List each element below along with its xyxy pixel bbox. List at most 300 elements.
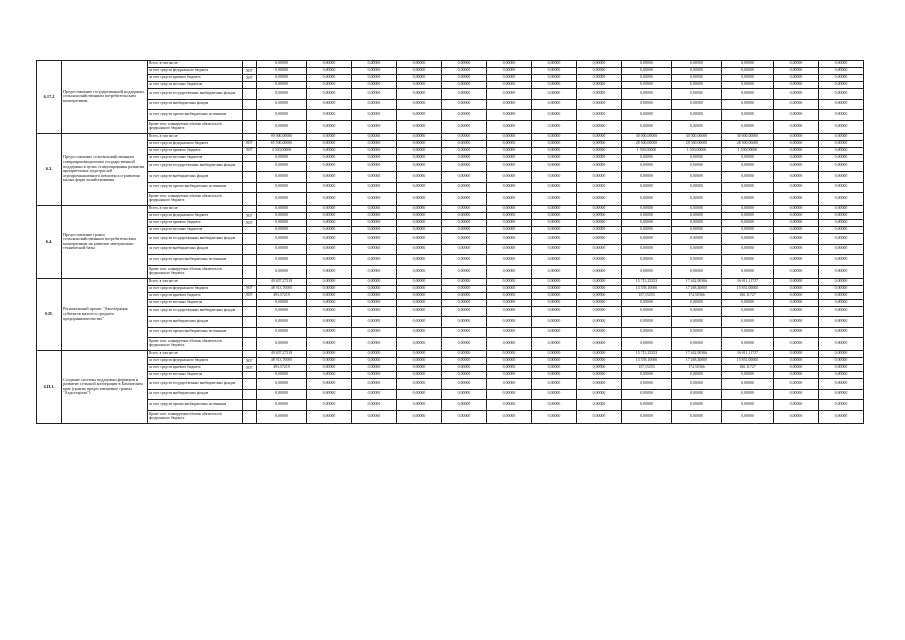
- grbs-code: [243, 379, 257, 390]
- amount-cell: 0,00000: [577, 292, 622, 299]
- amount-cell: 0,00000: [532, 140, 577, 147]
- amount-cell: 0,00000: [722, 61, 774, 68]
- table-row: [37, 82, 864, 89]
- table-row: [37, 193, 864, 206]
- amount-cell: 0,00000: [577, 410, 622, 423]
- amount-cell: 0,00000: [532, 154, 577, 161]
- amount-cell: 0,00000: [397, 351, 442, 358]
- amount-cell: 0,00000: [307, 365, 352, 372]
- amount-cell: 0,00000: [774, 154, 819, 161]
- table-row: [37, 75, 864, 82]
- amount-cell: 0,00000: [257, 213, 307, 220]
- amount-cell: 16 011,11727: [722, 278, 774, 285]
- amount-cell: 0,00000: [672, 99, 722, 110]
- amount-cell: 0,00000: [672, 299, 722, 306]
- amount-cell: 0,00000: [307, 140, 352, 147]
- amount-cell: 0,00000: [622, 161, 672, 172]
- amount-cell: 0,00000: [257, 120, 307, 133]
- amount-cell: 0,00000: [577, 61, 622, 68]
- amount-cell: 0,00000: [397, 255, 442, 266]
- amount-cell: 0,00000: [257, 182, 307, 193]
- amount-cell: 0,00000: [774, 299, 819, 306]
- amount-cell: 0,00000: [352, 82, 397, 89]
- amount-cell: 0,00000: [722, 82, 774, 89]
- amount-cell: 0,00000: [532, 285, 577, 292]
- funding-source: Кроме того, планируемые объемы обязательств федерального бюджета: [148, 120, 243, 133]
- amount-cell: 17 268,40000: [672, 358, 722, 365]
- amount-cell: 0,00000: [819, 147, 864, 154]
- amount-cell: 0,00000: [577, 285, 622, 292]
- amount-cell: 0,00000: [307, 389, 352, 400]
- amount-cell: 0,00000: [622, 82, 672, 89]
- amount-cell: 0,00000: [532, 379, 577, 390]
- table-row: [37, 213, 864, 220]
- grbs-code: 807: [243, 147, 257, 154]
- amount-cell: 0,00000: [672, 227, 722, 234]
- table-row: [37, 220, 864, 227]
- amount-cell: 0,00000: [577, 99, 622, 110]
- amount-cell: 174,50366: [672, 365, 722, 372]
- amount-cell: 0,00000: [352, 379, 397, 390]
- amount-cell: 0,00000: [352, 89, 397, 100]
- grbs-code: [243, 351, 257, 358]
- grbs-code: [243, 327, 257, 338]
- amount-cell: 0,00000: [722, 234, 774, 245]
- amount-cell: 0,00000: [307, 278, 352, 285]
- funding-source: за счет средств федерального бюджета: [148, 358, 243, 365]
- amount-cell: 0,00000: [307, 161, 352, 172]
- amount-cell: 0,00000: [532, 244, 577, 255]
- amount-cell: 0,00000: [487, 265, 532, 278]
- amount-cell: 0,00000: [397, 133, 442, 140]
- amount-cell: 0,00000: [622, 154, 672, 161]
- amount-cell: 0,00000: [487, 75, 532, 82]
- amount-cell: 0,00000: [257, 75, 307, 82]
- amount-cell: 0,00000: [397, 265, 442, 278]
- amount-cell: 0,00000: [622, 265, 672, 278]
- amount-cell: 0,00000: [672, 372, 722, 379]
- amount-cell: 0,00000: [532, 400, 577, 411]
- amount-cell: 0,00000: [397, 306, 442, 317]
- amount-cell: 0,00000: [672, 75, 722, 82]
- amount-cell: 0,00000: [577, 89, 622, 100]
- amount-cell: 0,00000: [442, 140, 487, 147]
- amount-cell: 0,00000: [442, 75, 487, 82]
- amount-cell: 0,00000: [774, 265, 819, 278]
- amount-cell: 0,00000: [672, 154, 722, 161]
- grbs-code: [243, 120, 257, 133]
- amount-cell: 15 558,10000: [622, 285, 672, 292]
- funding-source: за счет средств местных бюджетов: [148, 227, 243, 234]
- amount-cell: 0,00000: [397, 227, 442, 234]
- amount-cell: 157,15253: [622, 365, 672, 372]
- amount-cell: 0,00000: [397, 244, 442, 255]
- amount-cell: 0,00000: [397, 278, 442, 285]
- table-row: [37, 182, 864, 193]
- amount-cell: 0,00000: [577, 193, 622, 206]
- amount-cell: 0,00000: [307, 82, 352, 89]
- funding-source: Кроме того, планируемые объемы обязательств федерального бюджета: [148, 338, 243, 351]
- amount-cell: 0,00000: [722, 182, 774, 193]
- amount-cell: 0,00000: [352, 133, 397, 140]
- amount-cell: 0,00000: [819, 82, 864, 89]
- amount-cell: 0,00000: [257, 317, 307, 328]
- amount-cell: 0,00000: [532, 389, 577, 400]
- amount-cell: 4 500,00000: [257, 147, 307, 154]
- table-row: [37, 255, 864, 266]
- amount-cell: 0,00000: [352, 299, 397, 306]
- funding-source: за счет средств прочих внебюджетных источников: [148, 400, 243, 411]
- amount-cell: 0,00000: [577, 255, 622, 266]
- funding-source: за счет средств краевого бюджета: [148, 75, 243, 82]
- amount-cell: 30 000,00000: [722, 133, 774, 140]
- amount-cell: 0,00000: [672, 82, 722, 89]
- amount-cell: 0,00000: [532, 255, 577, 266]
- amount-cell: 0,00000: [672, 213, 722, 220]
- amount-cell: 0,00000: [622, 172, 672, 183]
- grbs-code: 807: [243, 292, 257, 299]
- amount-cell: 0,00000: [577, 110, 622, 121]
- amount-cell: 0,00000: [442, 299, 487, 306]
- amount-cell: 0,00000: [774, 75, 819, 82]
- amount-cell: 0,00000: [774, 285, 819, 292]
- amount-cell: 0,00000: [442, 389, 487, 400]
- amount-cell: 0,00000: [622, 306, 672, 317]
- funding-source: за счет средств краевого бюджета: [148, 292, 243, 299]
- amount-cell: 0,00000: [352, 147, 397, 154]
- amount-cell: 0,00000: [352, 120, 397, 133]
- amount-cell: 0,00000: [774, 389, 819, 400]
- amount-cell: 0,00000: [442, 82, 487, 89]
- amount-cell: 0,00000: [819, 133, 864, 140]
- table-row: [37, 365, 864, 372]
- amount-cell: 0,00000: [819, 358, 864, 365]
- amount-cell: 90 000,00000: [257, 133, 307, 140]
- grbs-code: [243, 244, 257, 255]
- amount-cell: 0,00000: [352, 99, 397, 110]
- grbs-code: [243, 410, 257, 423]
- grbs-code: [243, 299, 257, 306]
- amount-cell: 0,00000: [307, 338, 352, 351]
- amount-cell: 0,00000: [722, 244, 774, 255]
- amount-cell: 0,00000: [577, 120, 622, 133]
- funding-source: за счет средств местных бюджетов: [148, 372, 243, 379]
- table-row: [37, 140, 864, 147]
- event-name: Предоставление гранта сельскохозяйственным потребительским кооперативам на развитие материально-технической базы: [62, 206, 148, 279]
- amount-cell: 48 913,70000: [257, 285, 307, 292]
- amount-cell: 0,00000: [672, 161, 722, 172]
- event-code: 6.П.1.: [37, 351, 62, 424]
- amount-cell: 0,00000: [722, 75, 774, 82]
- amount-cell: 0,00000: [722, 213, 774, 220]
- amount-cell: 0,00000: [622, 400, 672, 411]
- amount-cell: 0,00000: [487, 154, 532, 161]
- amount-cell: 0,00000: [442, 278, 487, 285]
- amount-cell: 0,00000: [257, 410, 307, 423]
- amount-cell: 0,00000: [307, 317, 352, 328]
- amount-cell: 0,00000: [819, 75, 864, 82]
- amount-cell: 15 715,25253: [622, 351, 672, 358]
- amount-cell: 0,00000: [672, 389, 722, 400]
- amount-cell: 0,00000: [307, 372, 352, 379]
- event-code: 6.П.: [37, 278, 62, 351]
- amount-cell: 0,00000: [722, 317, 774, 328]
- table-row: [37, 161, 864, 172]
- amount-cell: 157,15253: [622, 292, 672, 299]
- amount-cell: 0,00000: [722, 161, 774, 172]
- amount-cell: 0,00000: [352, 110, 397, 121]
- amount-cell: 0,00000: [622, 68, 672, 75]
- amount-cell: 1 500,00000: [622, 147, 672, 154]
- amount-cell: 0,00000: [722, 227, 774, 234]
- amount-cell: 30 000,00000: [672, 133, 722, 140]
- table-row: [37, 234, 864, 245]
- amount-cell: 0,00000: [487, 234, 532, 245]
- grbs-code: [243, 82, 257, 89]
- amount-cell: 0,00000: [442, 327, 487, 338]
- amount-cell: 160,11727: [722, 292, 774, 299]
- table-row: [37, 278, 864, 285]
- amount-cell: 0,00000: [487, 389, 532, 400]
- amount-cell: 0,00000: [487, 61, 532, 68]
- amount-cell: 0,00000: [622, 61, 672, 68]
- amount-cell: 0,00000: [622, 99, 672, 110]
- amount-cell: 0,00000: [672, 379, 722, 390]
- amount-cell: 0,00000: [622, 193, 672, 206]
- funding-source: за счет средств прочих внебюджетных источников: [148, 255, 243, 266]
- amount-cell: 0,00000: [487, 68, 532, 75]
- funding-source: Кроме того, планируемые объемы обязательств федерального бюджета: [148, 265, 243, 278]
- amount-cell: 0,00000: [577, 372, 622, 379]
- amount-cell: 0,00000: [774, 161, 819, 172]
- funding-source: за счет средств внебюджетных фондов: [148, 389, 243, 400]
- amount-cell: 0,00000: [257, 206, 307, 213]
- amount-cell: 0,00000: [487, 89, 532, 100]
- amount-cell: 0,00000: [722, 410, 774, 423]
- amount-cell: 28 500,00000: [622, 140, 672, 147]
- table-row: [37, 147, 864, 154]
- amount-cell: 0,00000: [819, 379, 864, 390]
- amount-cell: 0,00000: [672, 220, 722, 227]
- amount-cell: 0,00000: [622, 227, 672, 234]
- amount-cell: 0,00000: [397, 410, 442, 423]
- amount-cell: 0,00000: [532, 306, 577, 317]
- amount-cell: 0,00000: [442, 317, 487, 328]
- amount-cell: 0,00000: [532, 365, 577, 372]
- amount-cell: 0,00000: [622, 182, 672, 193]
- amount-cell: 0,00000: [774, 278, 819, 285]
- amount-cell: 0,00000: [672, 206, 722, 213]
- grbs-code: [243, 317, 257, 328]
- grbs-code: [243, 206, 257, 213]
- amount-cell: 0,00000: [397, 234, 442, 245]
- amount-cell: 0,00000: [819, 234, 864, 245]
- amount-cell: 0,00000: [487, 351, 532, 358]
- funding-source: за счет средств внебюджетных фондов: [148, 172, 243, 183]
- amount-cell: 0,00000: [577, 306, 622, 317]
- amount-cell: 0,00000: [442, 358, 487, 365]
- amount-cell: 0,00000: [722, 327, 774, 338]
- grbs-code: [243, 154, 257, 161]
- amount-cell: 0,00000: [397, 327, 442, 338]
- amount-cell: 0,00000: [774, 120, 819, 133]
- amount-cell: 0,00000: [442, 172, 487, 183]
- amount-cell: 0,00000: [352, 172, 397, 183]
- amount-cell: 0,00000: [442, 110, 487, 121]
- amount-cell: 0,00000: [819, 317, 864, 328]
- amount-cell: 0,00000: [622, 89, 672, 100]
- amount-cell: 0,00000: [622, 213, 672, 220]
- amount-cell: 0,00000: [352, 351, 397, 358]
- amount-cell: 0,00000: [257, 306, 307, 317]
- table-row: [37, 372, 864, 379]
- grbs-code: [243, 161, 257, 172]
- amount-cell: 0,00000: [487, 99, 532, 110]
- amount-cell: 0,00000: [257, 299, 307, 306]
- amount-cell: 0,00000: [532, 299, 577, 306]
- amount-cell: 0,00000: [397, 358, 442, 365]
- grbs-code: [243, 389, 257, 400]
- amount-cell: 0,00000: [532, 120, 577, 133]
- amount-cell: 0,00000: [397, 193, 442, 206]
- amount-cell: 0,00000: [672, 193, 722, 206]
- amount-cell: 0,00000: [487, 133, 532, 140]
- amount-cell: 0,00000: [442, 206, 487, 213]
- amount-cell: 0,00000: [819, 338, 864, 351]
- amount-cell: 0,00000: [307, 193, 352, 206]
- amount-cell: 0,00000: [577, 161, 622, 172]
- amount-cell: 0,00000: [487, 147, 532, 154]
- funding-source: за счет средств краевого бюджета: [148, 147, 243, 154]
- funding-source: за счет средств федерального бюджета: [148, 285, 243, 292]
- amount-cell: 0,00000: [577, 172, 622, 183]
- amount-cell: 0,00000: [487, 372, 532, 379]
- amount-cell: 0,00000: [307, 172, 352, 183]
- amount-cell: 0,00000: [819, 220, 864, 227]
- amount-cell: 0,00000: [577, 327, 622, 338]
- grbs-code: 807: [243, 220, 257, 227]
- table-row: [37, 68, 864, 75]
- amount-cell: 0,00000: [532, 327, 577, 338]
- amount-cell: 0,00000: [622, 299, 672, 306]
- amount-cell: 0,00000: [672, 327, 722, 338]
- amount-cell: 0,00000: [722, 306, 774, 317]
- funding-source: за счет средств государственных внебюджетных фондов: [148, 89, 243, 100]
- grbs-code: [243, 278, 257, 285]
- amount-cell: 0,00000: [819, 285, 864, 292]
- amount-cell: 0,00000: [532, 265, 577, 278]
- amount-cell: 0,00000: [622, 338, 672, 351]
- amount-cell: 0,00000: [352, 285, 397, 292]
- amount-cell: 0,00000: [819, 172, 864, 183]
- amount-cell: 0,00000: [532, 372, 577, 379]
- amount-cell: 0,00000: [577, 299, 622, 306]
- amount-cell: 0,00000: [774, 193, 819, 206]
- amount-cell: 0,00000: [307, 61, 352, 68]
- amount-cell: 0,00000: [819, 389, 864, 400]
- grbs-code: 807: [243, 365, 257, 372]
- table-row: [37, 358, 864, 365]
- amount-cell: 0,00000: [819, 244, 864, 255]
- table-row: [37, 133, 864, 140]
- funding-source: за счет средств прочих внебюджетных источников: [148, 182, 243, 193]
- funding-source: за счет средств государственных внебюджетных фондов: [148, 234, 243, 245]
- amount-cell: 0,00000: [774, 110, 819, 121]
- amount-cell: 0,00000: [577, 265, 622, 278]
- grbs-code: 807: [243, 358, 257, 365]
- amount-cell: 28 500,00000: [672, 140, 722, 147]
- amount-cell: 0,00000: [307, 255, 352, 266]
- amount-cell: 0,00000: [532, 227, 577, 234]
- amount-cell: 0,00000: [487, 299, 532, 306]
- amount-cell: 0,00000: [532, 358, 577, 365]
- amount-cell: 0,00000: [397, 206, 442, 213]
- amount-cell: 0,00000: [307, 75, 352, 82]
- grbs-code: 807: [243, 75, 257, 82]
- funding-source: Кроме того, планируемые объемы обязательств федерального бюджета: [148, 410, 243, 423]
- amount-cell: 0,00000: [622, 389, 672, 400]
- amount-cell: 0,00000: [774, 400, 819, 411]
- amount-cell: 0,00000: [774, 133, 819, 140]
- amount-cell: 0,00000: [532, 147, 577, 154]
- funding-source: за счет средств внебюджетных фондов: [148, 99, 243, 110]
- amount-cell: 0,00000: [487, 278, 532, 285]
- amount-cell: 0,00000: [352, 213, 397, 220]
- amount-cell: 0,00000: [257, 68, 307, 75]
- amount-cell: 30 000,00000: [622, 133, 672, 140]
- amount-cell: 0,00000: [307, 400, 352, 411]
- amount-cell: 0,00000: [577, 147, 622, 154]
- table-row: [37, 206, 864, 213]
- amount-cell: 0,00000: [577, 182, 622, 193]
- amount-cell: 0,00000: [672, 338, 722, 351]
- grbs-code: [243, 99, 257, 110]
- amount-cell: 0,00000: [352, 75, 397, 82]
- amount-cell: 0,00000: [487, 292, 532, 299]
- funding-source: Кроме того, планируемые объемы обязательств федерального бюджета: [148, 193, 243, 206]
- amount-cell: 0,00000: [532, 234, 577, 245]
- funding-source: за счет средств краевого бюджета: [148, 220, 243, 227]
- amount-cell: 0,00000: [532, 110, 577, 121]
- amount-cell: 0,00000: [774, 147, 819, 154]
- amount-cell: 0,00000: [257, 154, 307, 161]
- amount-cell: 0,00000: [722, 220, 774, 227]
- amount-cell: 0,00000: [577, 379, 622, 390]
- amount-cell: 0,00000: [487, 120, 532, 133]
- amount-cell: 0,00000: [819, 110, 864, 121]
- amount-cell: 0,00000: [352, 338, 397, 351]
- amount-cell: 0,00000: [397, 220, 442, 227]
- amount-cell: 0,00000: [672, 234, 722, 245]
- amount-cell: 0,00000: [577, 244, 622, 255]
- amount-cell: 0,00000: [672, 61, 722, 68]
- amount-cell: 0,00000: [307, 306, 352, 317]
- amount-cell: 0,00000: [532, 193, 577, 206]
- amount-cell: 0,00000: [577, 154, 622, 161]
- amount-cell: 0,00000: [442, 265, 487, 278]
- table-row: [37, 327, 864, 338]
- amount-cell: 0,00000: [819, 213, 864, 220]
- amount-cell: 0,00000: [307, 99, 352, 110]
- amount-cell: 0,00000: [442, 161, 487, 172]
- amount-cell: 0,00000: [487, 206, 532, 213]
- amount-cell: 0,00000: [352, 389, 397, 400]
- amount-cell: 0,00000: [352, 182, 397, 193]
- amount-cell: 0,00000: [257, 234, 307, 245]
- amount-cell: 0,00000: [774, 227, 819, 234]
- amount-cell: 0,00000: [819, 206, 864, 213]
- amount-cell: 0,00000: [442, 61, 487, 68]
